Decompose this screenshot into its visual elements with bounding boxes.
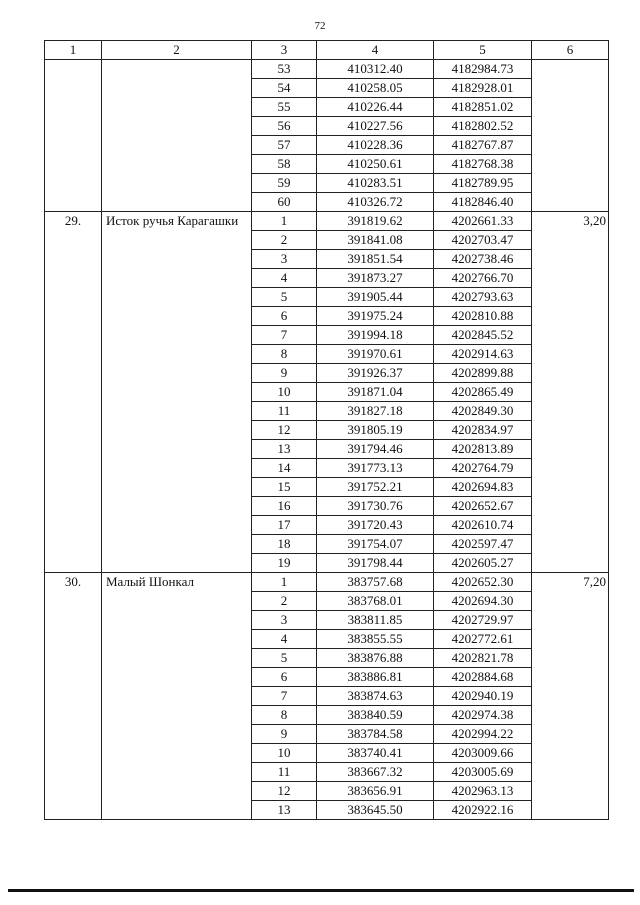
coordinate-x: 391871.04 [317,383,434,402]
coordinate-y: 4202940.19 [434,687,532,706]
coordinate-y: 4202793.63 [434,288,532,307]
coordinate-y: 4202652.67 [434,497,532,516]
point-number: 60 [252,193,317,212]
coordinate-x: 391851.54 [317,250,434,269]
point-number: 9 [252,364,317,383]
coordinate-y: 4182851.02 [434,98,532,117]
point-number: 5 [252,649,317,668]
point-number: 53 [252,60,317,79]
coordinate-x: 410258.05 [317,79,434,98]
point-number: 1 [252,212,317,231]
point-number: 8 [252,345,317,364]
table-row [45,573,609,592]
coordinate-x: 410283.51 [317,174,434,193]
header-cell: 6 [532,41,609,60]
bottom-divider [8,889,634,892]
coordinate-y: 4182928.01 [434,79,532,98]
coordinate-y: 4202610.74 [434,516,532,535]
point-number: 59 [252,174,317,193]
point-number: 4 [252,630,317,649]
object-number: 29. [45,212,102,573]
point-number: 15 [252,478,317,497]
coordinate-x: 391754.07 [317,535,434,554]
coordinate-y: 4202849.30 [434,402,532,421]
coordinate-y: 4202884.68 [434,668,532,687]
coordinate-y: 4182846.40 [434,193,532,212]
coordinate-y: 4182767.87 [434,136,532,155]
coordinate-x: 391805.19 [317,421,434,440]
object-name [102,60,252,212]
coordinate-x: 391819.62 [317,212,434,231]
object-name-text: Исток ручья Карагашки [106,213,239,228]
coordinate-x: 383876.88 [317,649,434,668]
coordinate-x: 391752.21 [317,478,434,497]
point-number: 7 [252,687,317,706]
point-number: 12 [252,782,317,801]
point-number: 58 [252,155,317,174]
coordinates-table [44,40,609,820]
point-number: 12 [252,421,317,440]
point-number: 54 [252,79,317,98]
coordinate-x: 383645.50 [317,801,434,820]
coordinate-x: 383811.85 [317,611,434,630]
header-cell: 3 [252,41,317,60]
coordinate-x: 383740.41 [317,744,434,763]
coordinate-y: 4202597.47 [434,535,532,554]
point-number: 6 [252,307,317,326]
object-number: 30. [45,573,102,820]
coordinate-x: 391720.43 [317,516,434,535]
point-number: 56 [252,117,317,136]
object-name [102,573,252,820]
coordinate-x: 391970.61 [317,345,434,364]
object-name-text: Малый Шонкал [106,574,194,589]
coordinate-x: 391926.37 [317,364,434,383]
coordinate-y: 4202810.88 [434,307,532,326]
coordinate-x: 410227.56 [317,117,434,136]
coordinate-x: 383840.59 [317,706,434,725]
point-number: 11 [252,402,317,421]
coordinate-y: 4202821.78 [434,649,532,668]
point-number: 14 [252,459,317,478]
coordinate-x: 410312.40 [317,60,434,79]
coordinate-x: 391794.46 [317,440,434,459]
coordinate-y: 4202922.16 [434,801,532,820]
point-number: 55 [252,98,317,117]
object-value: 7,20 [532,573,609,820]
coordinate-x: 383874.63 [317,687,434,706]
header-cell: 2 [102,41,252,60]
coordinate-y: 4202834.97 [434,421,532,440]
coordinate-x: 383855.55 [317,630,434,649]
coordinate-y: 4202694.30 [434,592,532,611]
point-number: 6 [252,668,317,687]
coordinate-y: 4202845.52 [434,326,532,345]
point-number: 7 [252,326,317,345]
coordinate-y: 4202605.27 [434,554,532,573]
coordinate-x: 391905.44 [317,288,434,307]
point-number: 13 [252,440,317,459]
coordinate-y: 4202694.83 [434,478,532,497]
point-number: 3 [252,611,317,630]
point-number: 1 [252,573,317,592]
coordinate-y: 4203005.69 [434,763,532,782]
table-row [45,212,609,231]
point-number: 10 [252,383,317,402]
coordinate-y: 4202994.22 [434,725,532,744]
point-number: 17 [252,516,317,535]
coordinate-y: 4182789.95 [434,174,532,193]
point-number: 57 [252,136,317,155]
coordinate-x: 383757.68 [317,573,434,592]
coordinate-y: 4202963.13 [434,782,532,801]
page-number: 72 [314,20,326,32]
point-number: 2 [252,231,317,250]
coordinate-x: 391994.18 [317,326,434,345]
coordinate-x: 391873.27 [317,269,434,288]
coordinate-x: 383656.91 [317,782,434,801]
point-number: 19 [252,554,317,573]
point-number: 8 [252,706,317,725]
coordinate-y: 4202899.88 [434,364,532,383]
coordinate-y: 4182768.38 [434,155,532,174]
coordinate-x: 383784.58 [317,725,434,744]
point-number: 18 [252,535,317,554]
coordinate-y: 4202652.30 [434,573,532,592]
coordinate-x: 391827.18 [317,402,434,421]
point-number: 4 [252,269,317,288]
header-cell: 4 [317,41,434,60]
coordinate-y: 4202729.97 [434,611,532,630]
coordinate-x: 410326.72 [317,193,434,212]
coordinate-y: 4202974.38 [434,706,532,725]
coordinate-y: 4202772.61 [434,630,532,649]
coordinate-x: 383768.01 [317,592,434,611]
object-number [45,60,102,212]
object-value [532,60,609,212]
coordinate-x: 383886.81 [317,668,434,687]
point-number: 3 [252,250,317,269]
point-number: 10 [252,744,317,763]
coordinate-y: 4202661.33 [434,212,532,231]
table-row [45,60,609,79]
coordinate-x: 391730.76 [317,497,434,516]
point-number: 13 [252,801,317,820]
coordinate-y: 4202764.79 [434,459,532,478]
coordinate-y: 4182802.52 [434,117,532,136]
coordinate-x: 410250.61 [317,155,434,174]
table-body [45,41,609,820]
coordinate-x: 383667.32 [317,763,434,782]
header-cell: 5 [434,41,532,60]
object-name [102,212,252,573]
coordinate-x: 391841.08 [317,231,434,250]
point-number: 16 [252,497,317,516]
coordinate-y: 4202703.47 [434,231,532,250]
coordinate-y: 4202813.89 [434,440,532,459]
coordinate-y: 4203009.66 [434,744,532,763]
coordinate-y: 4202865.49 [434,383,532,402]
coordinate-x: 410228.36 [317,136,434,155]
point-number: 5 [252,288,317,307]
object-value: 3,20 [532,212,609,573]
coordinate-x: 391773.13 [317,459,434,478]
header-row [45,41,609,60]
coordinate-y: 4202738.46 [434,250,532,269]
coordinate-x: 410226.44 [317,98,434,117]
coordinate-y: 4202914.63 [434,345,532,364]
coordinate-y: 4202766.70 [434,269,532,288]
coordinate-x: 391975.24 [317,307,434,326]
header-cell: 1 [45,41,102,60]
point-number: 11 [252,763,317,782]
coordinate-x: 391798.44 [317,554,434,573]
coordinate-y: 4182984.73 [434,60,532,79]
point-number: 2 [252,592,317,611]
point-number: 9 [252,725,317,744]
